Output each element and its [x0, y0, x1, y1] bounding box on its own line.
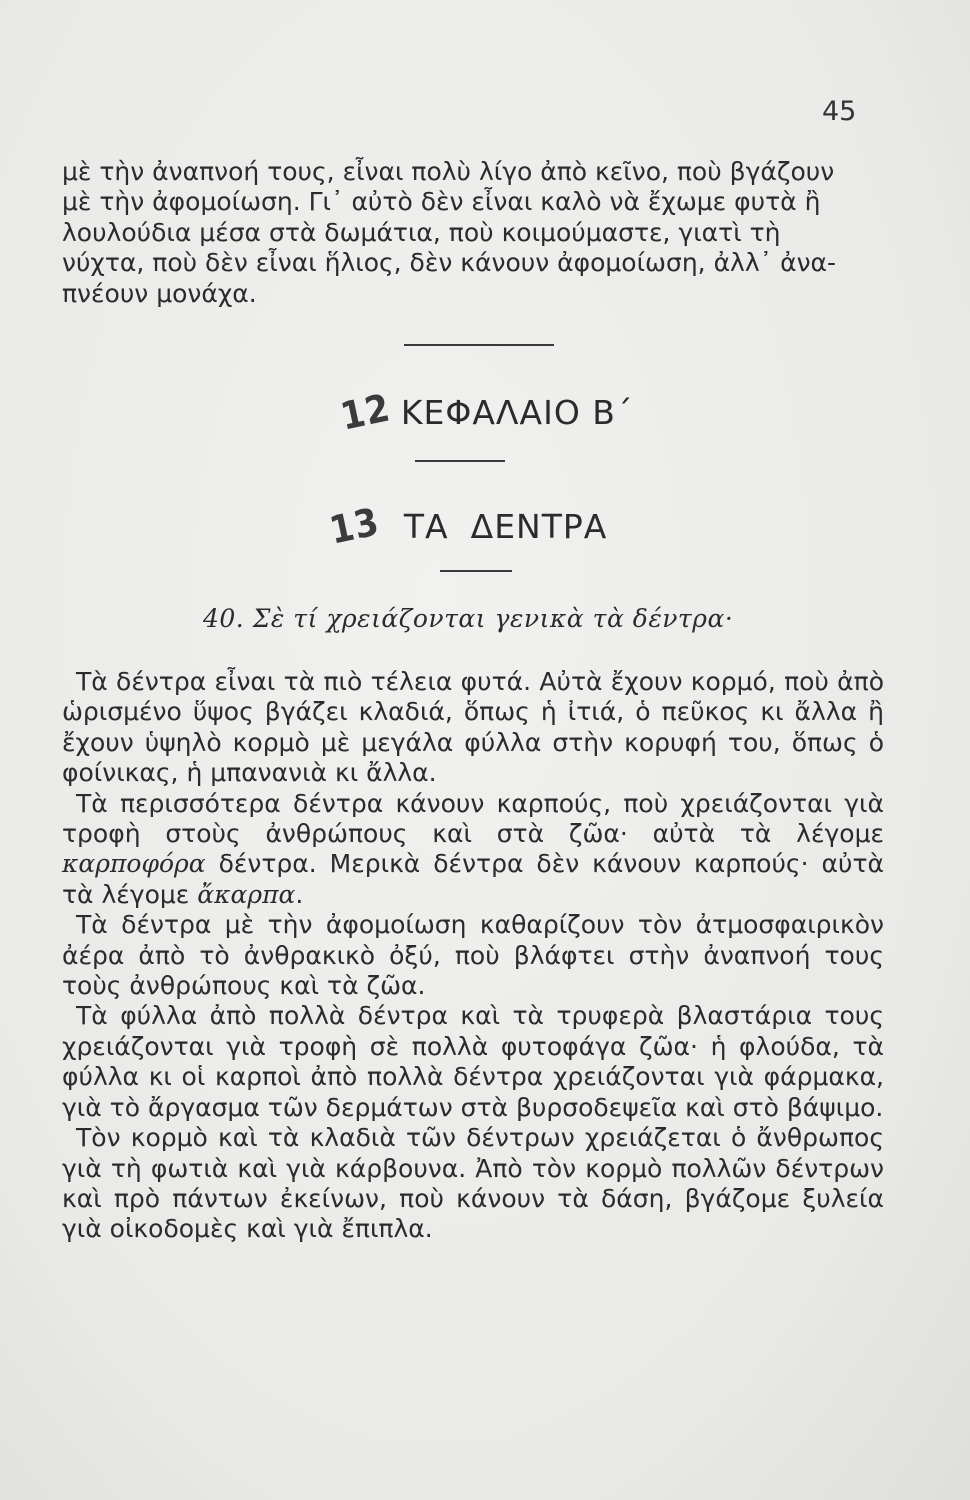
italic-term: ἄκαρπα [197, 879, 296, 909]
text-line: νύχτα, ποὺ δὲν εἶναι ἥλιος, δὲν κάνουν ἀφομοίωση, ἀλλ᾿ ἀνα- [62, 248, 837, 278]
paragraph [62, 667, 884, 789]
paragraph [62, 1001, 884, 1123]
section-number-stamp: 13 [325, 499, 384, 553]
text-line: μὲ τὴν ἀφομοίωση. Γι᾿ αὐτὸ δὲν εἶναι καλὸ νὰ ἔχωμε φυτὰ ἢ [62, 187, 821, 217]
text-line: λουλούδια μέσα στὰ δωμάτια, ποὺ κοιμούμαστε, γιατὶ τὴ [62, 217, 781, 247]
paragraph-text: Τὰ περισσότερα δέντρα κάνουν καρπούς, ποὺ χρειάζονται γιὰ τροφὴ στοὺς ἀνθρώπους καὶ στὰ ζῶα· αὐτὰ τὰ λέγομε [62, 788, 884, 849]
paragraph [62, 910, 884, 1001]
paragraph-text: δέντρα. Μερικὰ δέντρα δὲν κάνουν καρπούς· αὐτὰ τὰ λέγομε [62, 849, 884, 909]
lesson-title: 40. Σὲ τί χρειάζονται γενικὰ τὰ δέντρα· [203, 604, 734, 633]
paragraph-text: Τὸν κορμὸ καὶ τὰ κλαδιὰ τῶν δέντρων χρειάζεται ὁ ἄνθρωπος γιὰ τὴ φωτιὰ καὶ γιὰ κάρβουνα. Ἀπὸ τὸν κορμὸ πολλῶν δέντρων καὶ πρὸ πάντων ἐκείνων, ποὺ κάνουν τὰ δάση, βγάζομε ξυλεία γιὰ οἰκοδομὲς καὶ γιὰ ἔπιπλα. [62, 1123, 884, 1244]
page-number: 45 [822, 96, 857, 127]
lesson-body [62, 667, 884, 1245]
section-heading [325, 499, 608, 553]
italic-term: καρποφόρα [62, 849, 206, 879]
section-title-word-1: ΤΑ [403, 506, 449, 546]
divider-rule [415, 460, 505, 462]
paragraph [62, 1123, 884, 1245]
text-line: μὲ τὴν ἀναπνοή τους, εἶναι πολὺ λίγο ἀπὸ κεῖνο, ποὺ βγάζουν [62, 157, 835, 186]
paragraph-text: Τὰ δέντρα μὲ τὴν ἀφομοίωση καθαρίζουν τὸν ἀτμοσφαιρικὸν ἀέρα ἀπὸ τὸ ἀνθρακικὸ ὀξύ, ποὺ βλάφτει στὴν ἀναπνοή τους τοὺς ἀνθρώπους καὶ τὰ ζῶα. [62, 910, 884, 1001]
paragraph-text: Τὰ δέντρα εἶναι τὰ πιὸ τέλεια φυτά. Αὐτὰ ἔχουν κορμό, ποὺ ἀπὸ ὡρισμένο ὕψος βγάζει κλαδιά, ὅπως ἡ ἰτιά, ὁ πεῦκος κι ἄλλα ἢ ἔχουν ὑψηλὸ κορμὸ μὲ μεγάλα φύλλα στὴν κορυφή του, ὅπως ὁ φοίνικας, ἡ μπανανιὰ κι ἄλλα. [62, 667, 884, 788]
chapter-heading [336, 385, 634, 439]
divider-rule [404, 344, 554, 346]
paragraph-text: . [295, 879, 304, 909]
paragraph-text: Τὰ φύλλα ἀπὸ πολλὰ δέντρα καὶ τὰ τρυφερὰ βλαστάρια τους χρειάζονται γιὰ τροφὴ σὲ πολλὰ φυτοφάγα ζῶα· ἡ φλούδα, τὰ φύλλα κι οἱ καρποὶ ἀπὸ πολλὰ δέντρα χρειάζονται γιὰ φάρμακα, γιὰ τὸ ἄργασμα τῶν δερμάτων στὰ βυρσοδεψεῖα καὶ στὸ βάψιμο. [62, 1001, 884, 1122]
divider-rule [440, 570, 512, 572]
text-line: πνέουν μονάχα. [62, 278, 257, 308]
section-title-word-2: ΔΕΝΤΡΑ [470, 506, 608, 546]
intro-paragraph [62, 157, 884, 309]
chapter-number-stamp: 12 [336, 385, 395, 439]
paragraph [62, 789, 884, 911]
chapter-title: ΚΕΦΑΛΑΙΟ Β΄ [400, 392, 634, 432]
